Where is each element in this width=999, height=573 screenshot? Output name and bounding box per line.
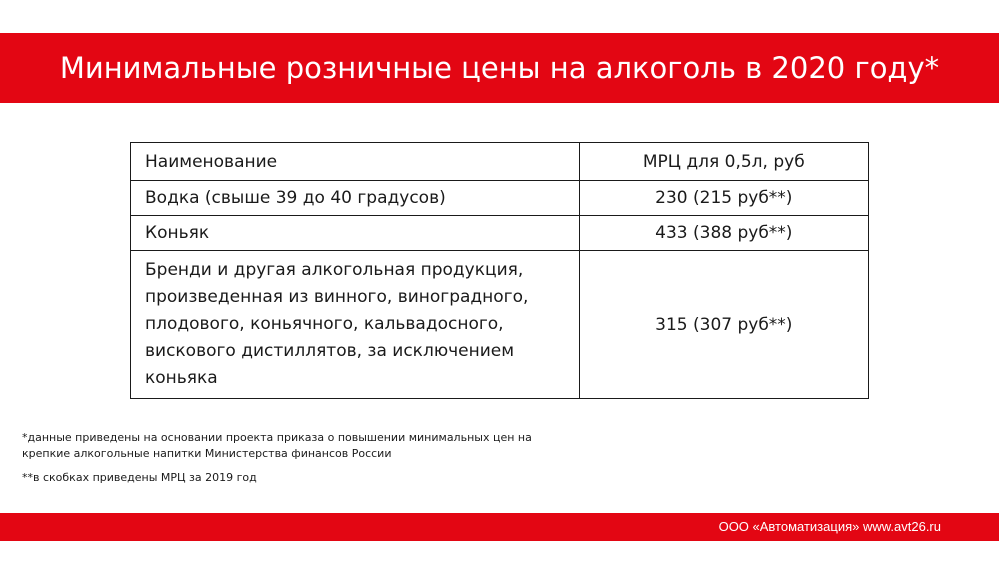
column-header-price: МРЦ для 0,5л, руб <box>579 143 868 181</box>
footer-company-text: ООО «Автоматизация» www.avt26.ru <box>718 519 941 534</box>
header-banner <box>0 33 999 103</box>
table-row <box>131 216 869 251</box>
footnotes <box>22 430 582 486</box>
footer-banner <box>0 513 999 541</box>
page-title: Минимальные розничные цены на алкоголь в 2020 году* <box>59 51 940 85</box>
row-price-brandy: 315 (307 руб**) <box>579 251 868 399</box>
footnote-previous-year: **в скобках приведены МРЦ за 2019 год <box>22 471 257 484</box>
footnote-source: *данные приведены на основании проекта приказа о повышении минимальных цен на крепкие алкогольные напитки Министерства финансов России <box>22 431 532 460</box>
row-name-cognac: Коньяк <box>131 216 580 251</box>
brandy-description: Бренди и другая алкогольная продукция, произведенная из винного, виноградного, плодового, коньячного, кальвадосного, вискового дистиллятов, за исключением коньяка <box>145 260 529 388</box>
row-price-cognac: 433 (388 руб**) <box>579 216 868 251</box>
row-name-brandy <box>131 251 580 399</box>
table-row <box>131 251 869 399</box>
row-price-vodka: 230 (215 руб**) <box>579 181 868 216</box>
table-row <box>131 181 869 216</box>
column-header-name: Наименование <box>131 143 580 181</box>
table-header-row <box>131 143 869 181</box>
price-table <box>130 142 869 399</box>
row-name-vodka: Водка (свыше 39 до 40 градусов) <box>131 181 580 216</box>
